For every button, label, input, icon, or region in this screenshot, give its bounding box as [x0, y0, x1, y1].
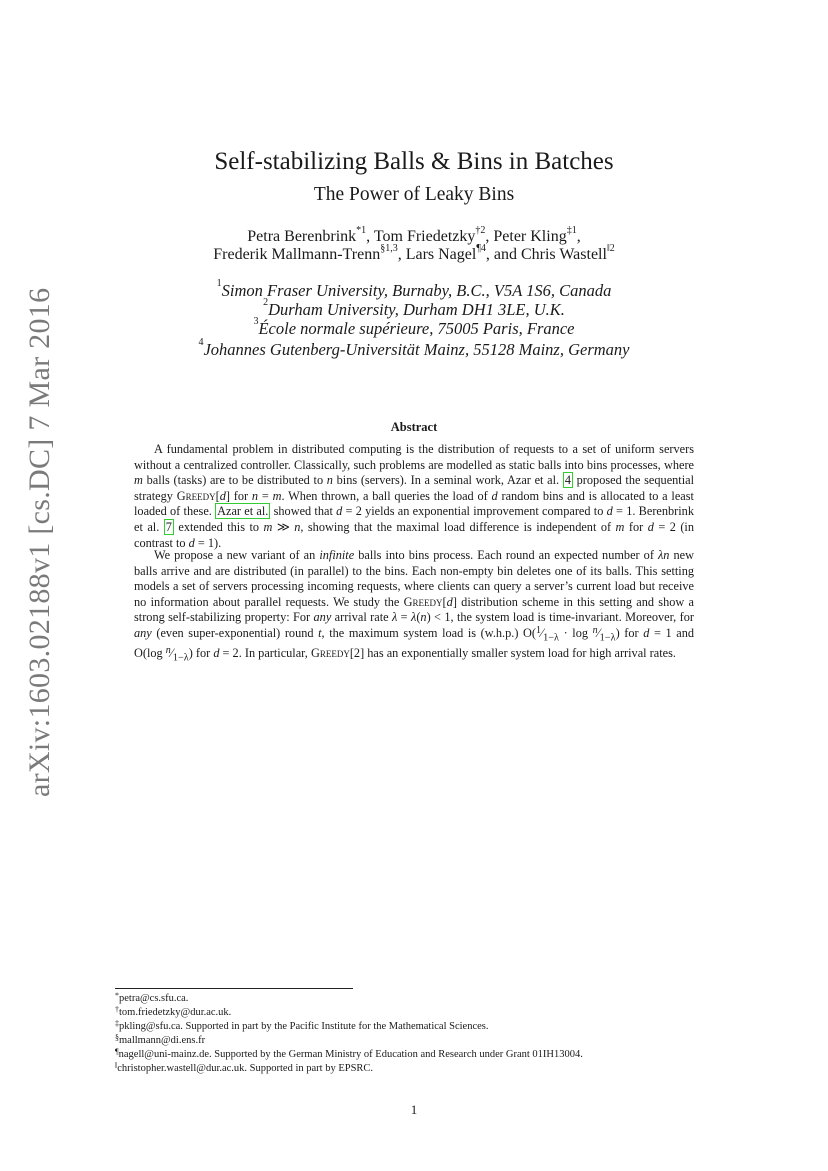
affiliation-3: $^3$École normale supérieure, 75005 Paris, France	[253, 316, 575, 338]
author-line-1: Petra Berenbrink$^{*1}$, Tom Friedetzky$^{\dagger 2}$, Peter Kling$^{\ddagger 1}$,	[247, 225, 581, 245]
footnote-6: ‖christopher.wastell@dur.ac.uk. Supported in part by EPSRC.	[115, 1061, 374, 1074]
footnote-separator	[115, 988, 353, 989]
arxiv-identifier-stamp: arXiv:1603.02188v1 [cs.DC] 7 Mar 2016	[23, 287, 56, 797]
abstract-heading: Abstract	[390, 420, 438, 434]
page-number: 1	[410, 1102, 418, 1117]
footnote-2: †tom.friedetzky@dur.ac.uk.	[115, 1005, 232, 1018]
abstract-paragraph-2: We propose a new variant of an infinite balls into bins process. Each round an expected number of λn new balls arrive and are distributed (in parallel) to the bins. Each non-empty bin deletes one of its balls. This setting models a set of servers processing incoming requests, where clients can query a server’s current load but receive no information about parallel requests. We study the Greedy[d] distribution scheme in this setting and show a strong self-stabilizing property: For any arrival rate λ = λ(n) < 1, the system load is time-invariant. Moreover, for any (even super-exponential) round t, the maximum system load is (w.h.p.) $O(^1⁄_{1-\lambda} \cdot \log$ $^n⁄_{1-\lambda}$) for d = 1 and O(log $^n⁄_{1-\lambda}$) for d = 2. In particular, Greedy[2] has an exponentially smaller system load for high arrival rates.	[134, 548, 695, 664]
footnote-3: ‡pkling@sfu.ca. Supported in part by the Pacific Institute for the Mathematical Sciences.	[115, 1019, 489, 1032]
citation-link-azar[interactable]: Azar et al.	[217, 504, 269, 519]
paper-title: Self-stabilizing Balls & Bins in Batches	[214, 148, 614, 175]
paper-subtitle: The Power of Leaky Bins	[313, 184, 515, 205]
footnote-1: *petra@cs.sfu.ca.	[115, 991, 189, 1004]
footnote-5: ¶nagell@uni-mainz.de. Supported by the German Ministry of Education and Research under Grant 01IH13004.	[115, 1047, 583, 1060]
affiliation-2: $^2$Durham University, Durham DH1 3LE, U.K.	[263, 297, 565, 319]
abstract-paragraph-1: A fundamental problem in distributed computing is the distribution of requests to a set of uniform servers without a centralized controller. Classically, such problems are modelled as static balls into bins processes, where m balls (tasks) are to be distributed to n bins (servers). In a seminal work, Azar et al. 4 proposed the sequential strategy Greedy[d] for n = m. When thrown, a ball queries the load of d random bins and is allocated to a least loaded of these. Azar et al. showed that d = 2 yields an exponential improvement compared to d = 1. Berenbrink et al. 7 extended this to m ≫ n, showing that the maximal load difference is independent of m for d = 2 (in contrast to d = 1).	[134, 442, 695, 550]
affiliation-1: $^1$Simon Fraser University, Burnaby, B.C., V5A 1S6, Canada	[216, 278, 612, 300]
citation-link-4[interactable]: 4	[564, 473, 571, 488]
affiliation-4: $^4$Johannes Gutenberg-Universität Mainz, 55128 Mainz, Germany	[198, 337, 630, 359]
citation-link-7[interactable]: 7	[165, 519, 172, 534]
author-line-2: Frederik Mallmann-Trenn$^{\S 1,3}$, Lars Nagel$^{\P 4}$, and Chris Wastell$^{‖2}$	[213, 243, 615, 263]
footnote-4: §mallmann@di.ens.fr	[115, 1033, 206, 1046]
